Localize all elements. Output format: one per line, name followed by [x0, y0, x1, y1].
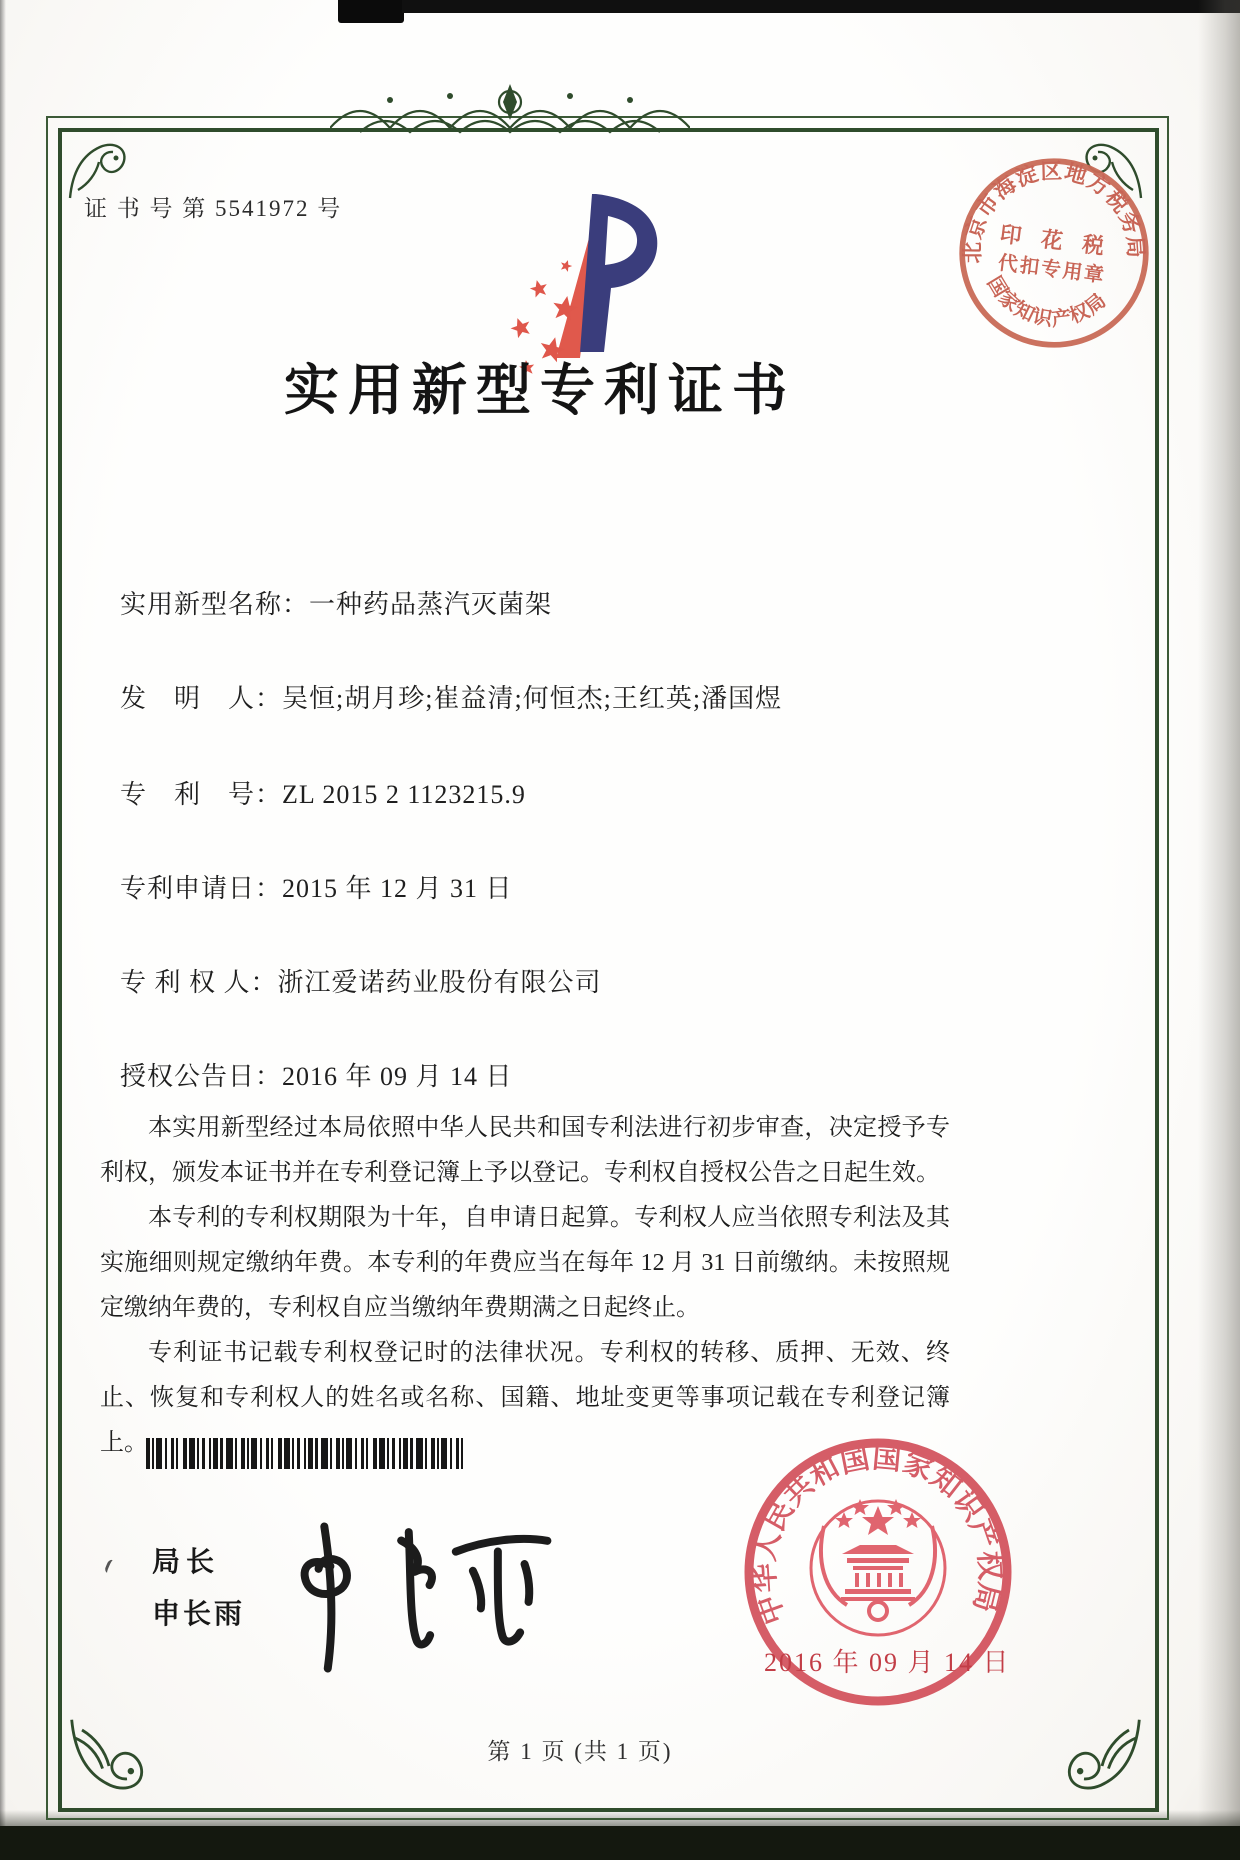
- director-signature: [258, 1504, 566, 1684]
- tax-stamp-seal: [956, 155, 1152, 351]
- field-label: 专 利 权 人：: [120, 968, 278, 997]
- director-name: 申长雨: [152, 1598, 246, 1629]
- field-value: 一种药品蒸汽灭菌架: [309, 590, 553, 619]
- field-patent-number: [120, 774, 526, 811]
- field-label: 专利申请日：: [120, 874, 283, 903]
- field-grant-date: [120, 1056, 513, 1093]
- scan-edge-left: [0, 0, 6, 1860]
- scan-edge-right: [1198, 0, 1240, 1860]
- svg-text:北京市海淀区地方税务局: 北京市海淀区地方税务局: [960, 159, 1148, 264]
- field-label: 授权公告日：: [120, 1062, 283, 1091]
- legal-paragraph: 本专利的专利权期限为十年，自申请日起算。专利权人应当依照专利法及其实施细则规定缴纳年费。本专利的年费应当在每年 12 月 31 日前缴纳。未按照规定缴纳年费的，专利权自应当缴纳年费期满之日起终止。: [100, 1205, 950, 1321]
- field-value: ZL 2015 2 1123215.9: [282, 780, 526, 809]
- legal-text-block: [100, 1106, 950, 1466]
- field-label: 发 明 人：: [120, 684, 283, 713]
- field-patentee: [120, 962, 602, 999]
- field-value: 2015 年 12 月 31 日: [282, 874, 513, 903]
- certificate-number: 证 书 号 第 5541972 号: [84, 196, 343, 221]
- scan-artifact-top-thin: [402, 0, 1240, 13]
- svg-text:国家知识产权局: 国家知识产权局: [982, 273, 1112, 331]
- field-value: 2016 年 09 月 14 日: [282, 1062, 513, 1091]
- seal-date: 2016 年 09 月 14 日: [764, 1648, 1011, 1677]
- field-utility-model-name: [120, 584, 552, 621]
- field-value: 浙江爱诺药业股份有限公司: [277, 968, 602, 997]
- legal-paragraph: 本实用新型经过本局依照中华人民共和国专利法进行初步审查，决定授予专利权，颁发本证书并在专利登记簿上予以登记。专利权自授权公告之日起生效。: [100, 1115, 950, 1186]
- field-value: 吴恒;胡月珍;崔益清;何恒杰;王红英;潘国煜: [282, 684, 783, 713]
- svg-text:印 花 税: 印 花 税: [998, 222, 1113, 260]
- scan-artifact-top: [338, 0, 404, 23]
- field-filing-date: [120, 868, 513, 905]
- director-title: 局长: [152, 1546, 221, 1577]
- svg-text:中华人民共和国国家知识产权局: 中华人民共和国国家知识产权局: [748, 1442, 1006, 1629]
- barcode: [146, 1438, 468, 1469]
- legal-paragraph: 专利证书记载专利权登记时的法律状况。专利权的转移、质押、无效、终止、恢复和专利权人的姓名或名称、国籍、地址变更等事项记载在专利登记簿上。: [100, 1340, 950, 1456]
- field-label: 专 利 号：: [120, 780, 283, 809]
- page-number-footer: 第 1 页 (共 1 页): [487, 1739, 673, 1764]
- svg-text:代扣专用章: 代扣专用章: [996, 253, 1107, 288]
- scan-artifact-bottom: [0, 1826, 1240, 1860]
- field-inventors: [120, 678, 782, 715]
- certificate-title: 实用新型专利证书: [283, 360, 796, 421]
- field-label: 实用新型名称：: [120, 590, 310, 619]
